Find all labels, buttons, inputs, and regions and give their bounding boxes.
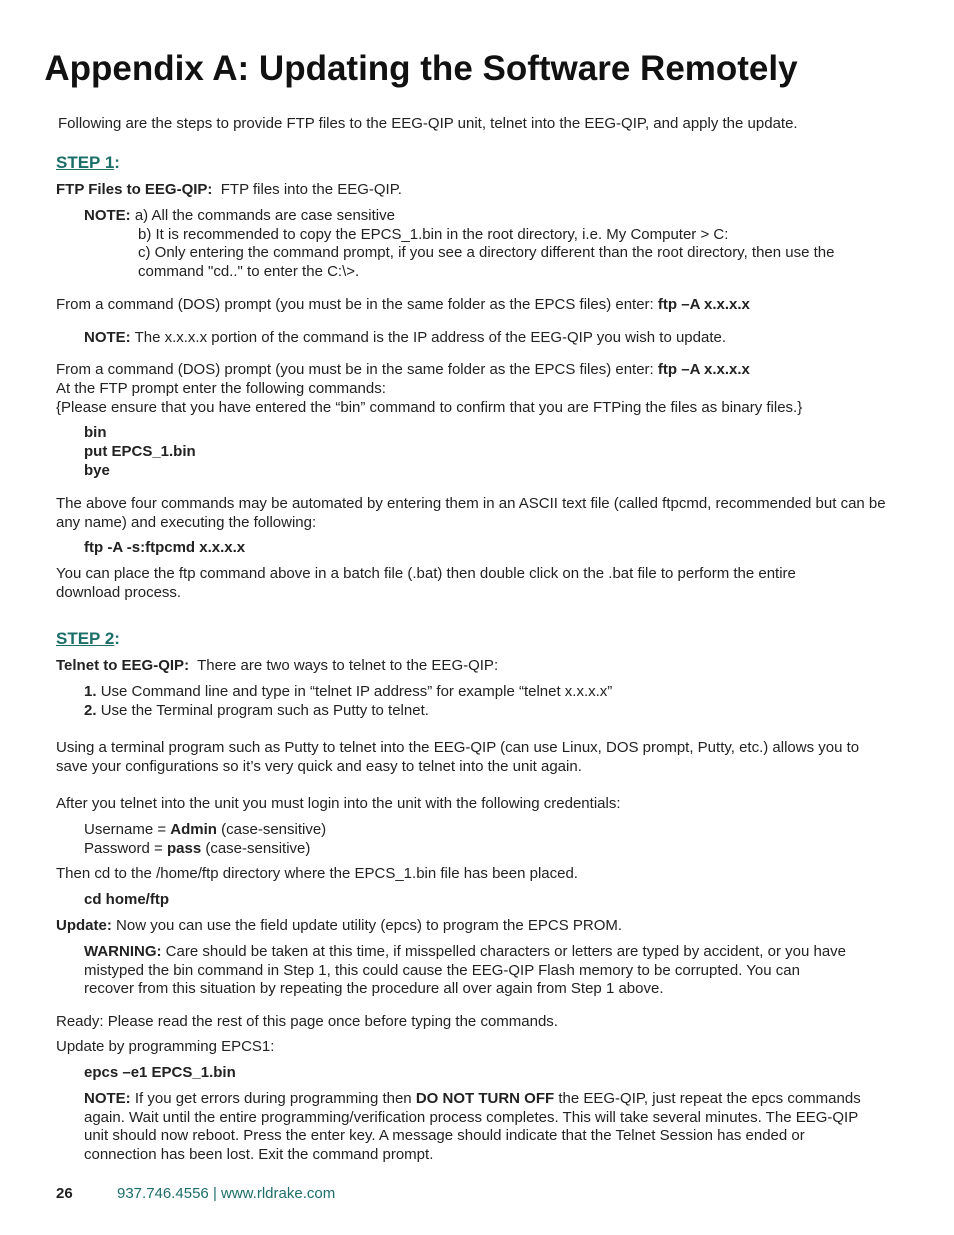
- ready-paragraph: Ready: Please read the rest of this page once before typing the commands.: [56, 1013, 558, 1030]
- update-label: Update:: [56, 917, 112, 934]
- footer-website-link[interactable]: www.rldrake.com: [221, 1185, 336, 1202]
- step1-note-b: b) It is recommended to copy the EPCS_1.bin in the root directory, i.e. My Computer > C:: [138, 226, 729, 243]
- epcs-command: epcs –e1 EPCS_1.bin: [84, 1064, 236, 1081]
- step1-note-c: c) Only entering the command prompt, if you see a directory different than the root directory, then use the command "cd.." to enter the C:\>.: [138, 244, 835, 280]
- footer-phone: 937.746.4556: [117, 1185, 209, 1202]
- page-title: Appendix A: Updating the Software Remotely: [44, 49, 798, 88]
- password-value: pass: [166, 840, 202, 857]
- intro-paragraph: Following are the steps to provide FTP files to the EEG-QIP unit, telnet into the EEG-QIP, and apply the update.: [58, 115, 798, 132]
- cd-command: cd home/ftp: [84, 891, 169, 908]
- warning-label: WARNING:: [84, 943, 162, 960]
- final-note-paragraph: NOTE: If you get errors during programming then DO NOT TURN OFF the EEG-QIP, just repeat the epcs commands again. Wait until the entire programming/verification process completes. This will take several minutes. The EEG-QIP unit should now reboot. Press the enter key. A message should indicate that the Telnet Session has ended or connection has been lost. Exit the command prompt.: [84, 1090, 861, 1163]
- step1-prompt-2: From a command (DOS) prompt (you must be in the same folder as the EPCS files) enter: ftp –A x.x.x.x: [56, 361, 750, 378]
- username-line: Username = Admin (case-sensitive): [84, 821, 327, 838]
- step1-note-2: NOTE: The x.x.x.x portion of the command is the IP address of the EEG-QIP you wish to update.: [84, 329, 726, 346]
- ftp-command-2: ftp –A x.x.x.x: [657, 361, 750, 378]
- ftp-command-1: ftp –A x.x.x.x: [657, 296, 750, 313]
- step1-note-a: NOTE: a) All the commands are case sensitive: [84, 207, 395, 224]
- telnet-label: Telnet to EEG-QIP:: [56, 657, 190, 674]
- page-number: 26: [56, 1185, 73, 1202]
- cmd-bye: bye: [84, 462, 110, 479]
- username-value: Admin: [170, 821, 217, 838]
- batch-paragraph: You can place the ftp command above in a batch file (.bat) then double click on the .bat file to perform the entire download process.: [56, 565, 796, 601]
- telnet-way-2: 2. Use the Terminal program such as Putty to telnet.: [84, 702, 429, 719]
- cmd-put: put EPCS_1.bin: [84, 443, 196, 460]
- automate-command: ftp -A -s:ftpcmd x.x.x.x: [84, 539, 246, 556]
- warning-paragraph: WARNING: Care should be taken at this time, if misspelled characters or letters are typed by accident, or you have mistyped the bin command in Step 1, this could cause the EEG-QIP Flash memory to be corrupted. You can recover from this situation by repeating the procedure all over again from Step 1 above.: [84, 943, 847, 997]
- cmd-bin: bin: [84, 424, 107, 441]
- footer-contact: [117, 1185, 335, 1204]
- ftp-files-label: FTP Files to EEG-QIP:: [56, 181, 213, 198]
- update-by-paragraph: Update by programming EPCS1:: [56, 1038, 275, 1055]
- password-line: Password = pass (case-sensitive): [84, 840, 311, 857]
- ftp-files-text: FTP files into the EEG-QIP.: [220, 181, 402, 198]
- ensure-line: {Please ensure that you have entered the “bin” command to confirm that you are FTPing the files as binary files.}: [56, 399, 803, 416]
- telnet-line: Telnet to EEG-QIP: There are two ways to telnet to the EEG-QIP:: [56, 657, 499, 674]
- footer-separator: |: [212, 1185, 217, 1202]
- ftp-prompt-line: At the FTP prompt enter the following commands:: [56, 380, 386, 397]
- step2-link[interactable]: STEP 2: [56, 629, 115, 648]
- step1-ftp-line: [56, 181, 402, 200]
- telnet-way-1: 1. Use Command line and type in “telnet IP address” for example “telnet x.x.x.x”: [84, 683, 613, 700]
- update-line: Update: Now you can use the field update utility (epcs) to program the EPCS PROM.: [56, 917, 623, 934]
- step1-prompt-1: From a command (DOS) prompt (you must be in the same folder as the EPCS files) enter: ftp –A x.x.x.x: [56, 296, 750, 313]
- step2-heading: STEP 2:: [56, 629, 120, 648]
- login-paragraph: After you telnet into the unit you must login into the unit with the following credentials:: [56, 795, 621, 812]
- cd-paragraph: Then cd to the /home/ftp directory where the EPCS_1.bin file has been placed.: [56, 865, 578, 882]
- step1-heading: STEP 1:: [56, 153, 120, 172]
- step1-link[interactable]: STEP 1: [56, 153, 115, 172]
- putty-paragraph: Using a terminal program such as Putty to telnet into the EEG-QIP (can use Linux, DOS prompt, Putty, etc.) allows you to save your configurations so it’s very quick and easy to telnet into the unit again.: [56, 739, 860, 775]
- do-not-turn-off: DO NOT TURN OFF: [415, 1090, 555, 1107]
- automate-paragraph: The above four commands may be automated by entering them in an ASCII text file (called ftpcmd, recommended but can be any name) and executing the following:: [56, 495, 886, 531]
